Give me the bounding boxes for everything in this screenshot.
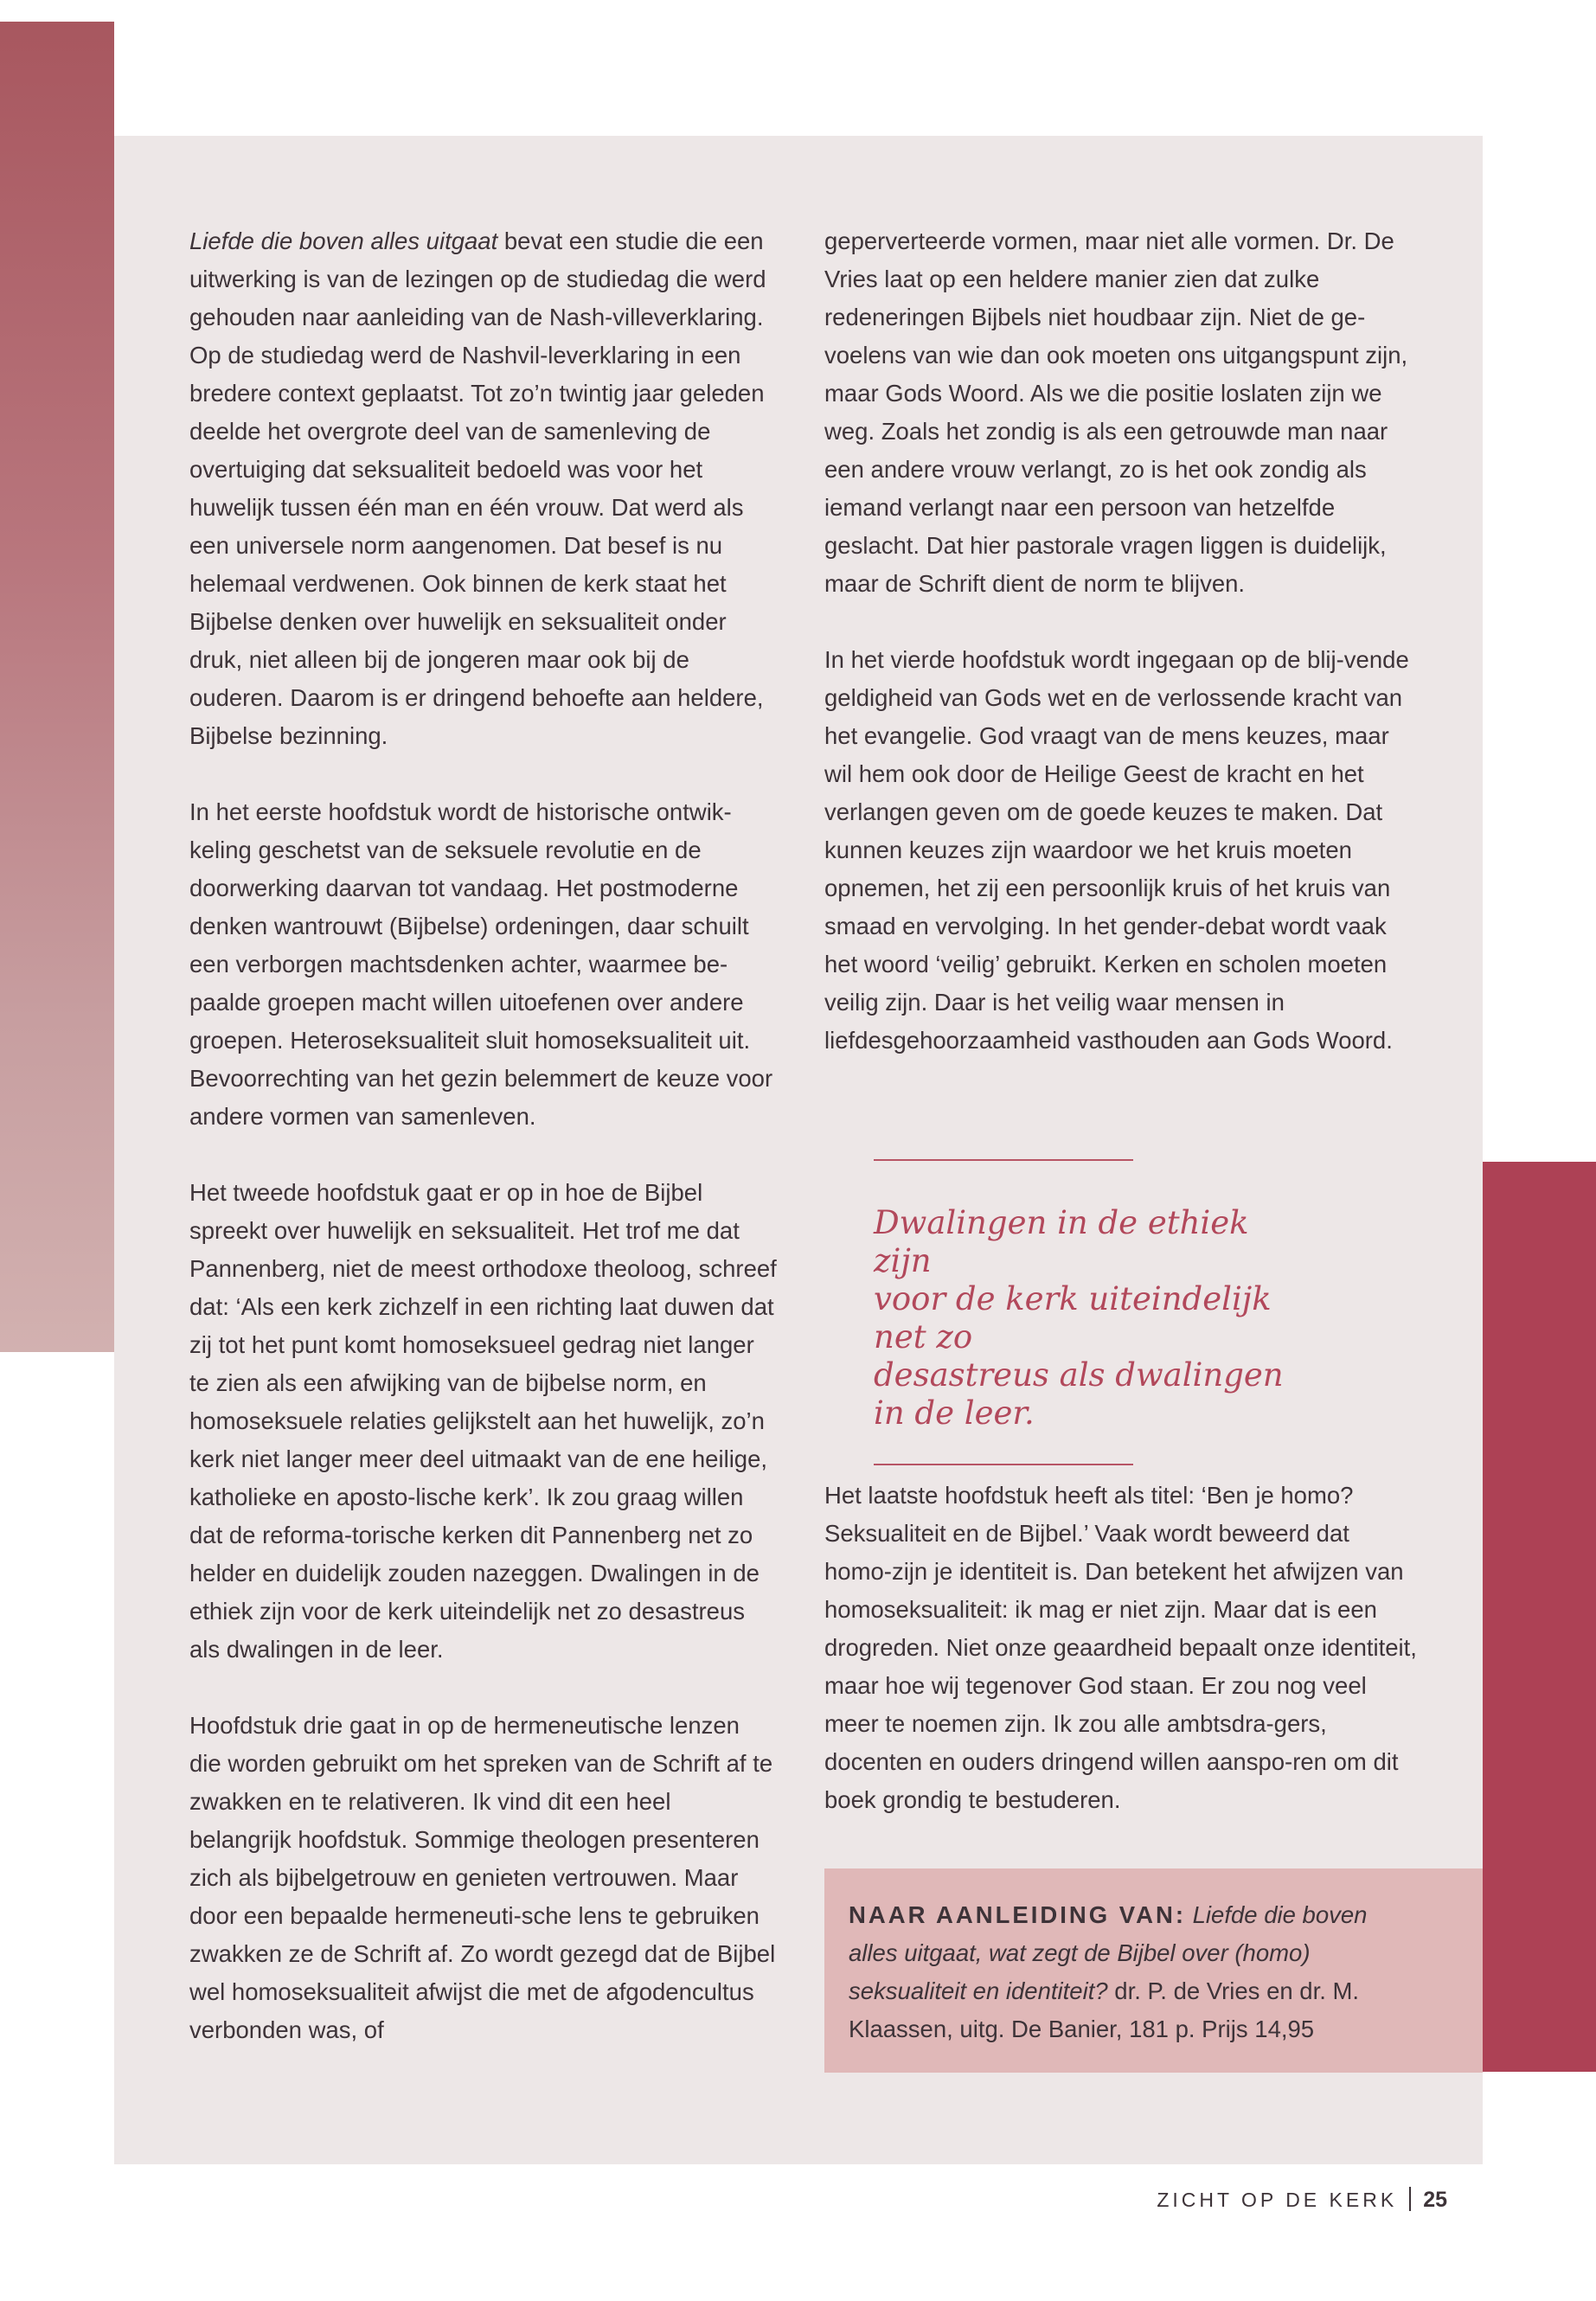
paragraph-chapter-3: Hoofdstuk drie gaat in op de hermeneutische lenzen die worden gebruikt om het spreken van de Schrift af te zwakken en te relativeren. Ik vind dit een heel belangrijk hoofdstuk. Sommige theologen presenteren zich als bijbelgetrouw en genieten vertrouwen. Maar door een bepaalde hermeneuti-sche lens te gebruiken zwakken ze de Schrift af. Zo wordt gezegd dat de Bijbel wel homoseksualiteit afwijst die met de afgodencultus verbonden was, of bbox=[189, 1712, 776, 2043]
book-info-details: dr. P. de Vries en dr. M. Klaassen, uitg. De Banier, 181 p. Prijs 14,95 bbox=[849, 1977, 1360, 2042]
intro-text: bevat een studie die een uitwerking is van de lezingen op de studiedag die werd gehouden naar aanleiding van de Nash-villeverklaring. Op de studiedag werd de Nashvil-leverklaring in een bredere context geplaatst. Tot zo’n twintig jaar geleden deelde het overgrote deel van de samenleving de overtuiging dat seksualiteit bedoeld was voor het huwelijk tussen één man en één vrouw. Dat werd als een universele norm aangenomen. Dat besef is nu helemaal verdwenen. Ook binnen de kerk staat het Bijbelse denken over huwelijk en seksualiteit onder druk, niet alleen bij de jongeren maar ook bij de ouderen. Daarom is er dringend behoefte aan heldere, Bijbelse bezinning. bbox=[189, 228, 766, 749]
article-column-right-bottom bbox=[824, 1477, 1417, 1857]
book-info-box bbox=[824, 1868, 1483, 2073]
paragraph-continued: geperverteerde vormen, maar niet alle vormen. Dr. De Vries laat op een heldere manier zien dat zulke redeneringen Bijbels niet houdbaar zijn. Niet de ge-voelens van wie dan ook moeten ons uitgangspunt zijn, maar Gods Woord. Als we die positie loslaten zijn we weg. Zoals het zondig is als een getrouwde man naar een andere vrouw verlangt, zo is het ook zondig als iemand verlangt naar een persoon van hetzelfde geslacht. Dat hier pastorale vragen liggen is duidelijk, maar de Schrift dient de norm te blijven. bbox=[824, 228, 1408, 597]
pull-quote-top-rule bbox=[874, 1159, 1133, 1161]
right-decorative-bar bbox=[1483, 1162, 1596, 2072]
page-number: 25 bbox=[1423, 2188, 1447, 2212]
page-footer bbox=[1157, 2187, 1447, 2213]
book-info-text bbox=[849, 1896, 1402, 2048]
book-info-title: Liefde die boven alles uitgaat, wat zegt de Bijbel over (homo) seksualiteit en identiteit? bbox=[849, 1901, 1368, 2004]
article-column-right-top bbox=[824, 222, 1417, 1098]
paragraph-chapter-1: In het eerste hoofdstuk wordt de historische ontwik-keling geschetst van de seksuele revolutie en de doorwerking daarvan tot vandaag. Het postmoderne denken wantrouwt (Bijbelse) ordeningen, daar schuilt een verborgen machtsdenken achter, waarmee be-paalde groepen macht willen uitoefenen over andere groepen. Heteroseksualiteit sluit homoseksualiteit uit. Bevoorrechting van het gezin belemmert de keuze voor andere vormen van samenleven. bbox=[189, 798, 773, 1130]
left-decorative-bar bbox=[0, 22, 114, 1352]
paragraph-intro bbox=[189, 222, 778, 755]
paragraph-last-chapter: Het laatste hoofdstuk heeft als titel: ‘Ben je homo? Seksualiteit en de Bijbel.’ Vaak wordt beweerd dat homo-zijn je identiteit is. Dan betekent het afwijzen van homoseksualiteit: ik mag er niet zijn. Maar dat is een drogreden. Niet onze geaardheid bepaalt onze identiteit, maar hoe wij tegenover God staan. Er zou nog veel meer te noemen zijn. Ik zou alle ambtsdra-gers, docenten en ouders dringend willen aanspo-ren om dit boek grondig te bestuderen. bbox=[824, 1482, 1417, 1813]
book-title-inline: Liefde die boven alles uitgaat bbox=[189, 228, 498, 254]
footer-separator bbox=[1409, 2187, 1411, 2211]
book-info-label: NAAR AANLEIDING VAN: bbox=[849, 1901, 1186, 1928]
magazine-name: ZICHT OP DE KERK bbox=[1157, 2189, 1398, 2211]
paragraph-chapter-4: In het vierde hoofdstuk wordt ingegaan op de blij-vende geldigheid van Gods wet en de verlossende kracht van het evangelie. God vraagt van de mens keuzes, maar wil hem ook door de Heilige Geest de kracht en het verlangen geven om de goede keuzes te maken. Dat kunnen keuzes zijn waardoor we het kruis moeten opnemen, het zij een persoonlijk kruis of het kruis van smaad en vervolging. In het gender-debat wordt vaak het woord ‘veilig’ gebruikt. Kerken en scholen moeten veilig zijn. Daar is het veilig waar mensen in liefdesgehoorzaamheid vasthouden aan Gods Woord. bbox=[824, 646, 1409, 1054]
pull-quote: Dwalingen in de ethiek zijn voor de kerk uiteindelijk net zo desastreus als dwalingen in de leer. bbox=[874, 1204, 1284, 1432]
article-column-left bbox=[189, 222, 778, 2087]
paragraph-chapter-2: Het tweede hoofdstuk gaat er op in hoe de Bijbel spreekt over huwelijk en seksualiteit. Het trof me dat Pannenberg, niet de meest orthodoxe theoloog, schreef dat: ‘Als een kerk zichzelf in een richting laat duwen dat zij tot het punt komt homoseksueel gedrag niet langer te zien als een afwijking van de bijbelse norm, en homoseksuele relaties gelijkstelt aan het huwelijk, zo’n kerk niet langer meer deel uitmaakt van de ene heilige, katholieke en aposto-lische kerk’. Ik zou graag willen dat de reforma-torische kerken dit Pannenberg net zo helder en duidelijk zouden nazeggen. Dwalingen in de ethiek zijn voor de kerk uiteindelijk net zo desastreus als dwalingen in de leer. bbox=[189, 1179, 777, 1663]
pull-quote-block bbox=[874, 1159, 1306, 1465]
pull-quote-bottom-rule bbox=[874, 1464, 1133, 1465]
